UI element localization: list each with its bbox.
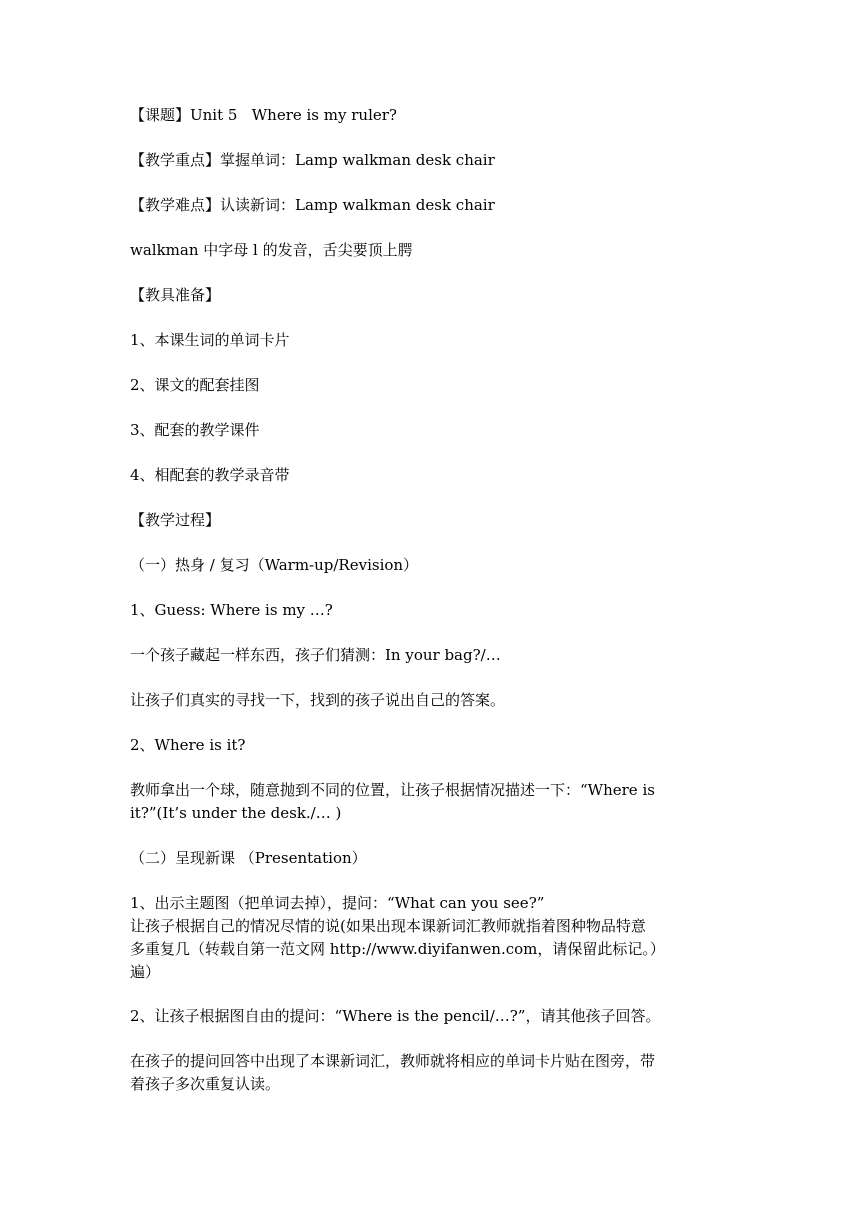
text-line: 让孩子根据自己的情况尽情的说(如果出现本课新词汇教师就指着图种物品特意 <box>130 917 646 935</box>
presentation-step-3 <box>130 1050 735 1096</box>
text-line: 教师拿出一个球，随意抛到不同的位置，让孩子根据情况描述一下：“Where is <box>130 781 655 799</box>
text-line: 1、出示主题图（把单词去掉），提问：“What can you see?” <box>130 894 545 912</box>
preparation-item: 3、配套的教学课件 <box>130 421 260 439</box>
pronunciation-note: walkman 中字母 l 的发音，舌尖要顶上腭 <box>130 241 413 259</box>
text-line: 遍） <box>130 963 161 981</box>
preparation-item: 4、相配套的教学录音带 <box>130 466 290 484</box>
difficult-points: 【教学难点】认读新词：Lamp walkman desk chair <box>130 196 495 214</box>
warmup-1-title: 1、Guess: Where is my …? <box>130 601 333 619</box>
presentation-heading: （二）呈现新课 （Presentation） <box>130 849 367 867</box>
process-heading: 【教学过程】 <box>130 511 221 529</box>
preparation-heading: 【教具准备】 <box>130 286 221 304</box>
lesson-topic: 【课题】Unit 5 Where is my ruler? <box>130 106 397 124</box>
warmup-1-line2: 让孩子们真实的寻找一下，找到的孩子说出自己的答案。 <box>130 691 506 709</box>
presentation-step-1 <box>130 892 735 984</box>
warmup-2-title: 2、Where is it? <box>130 736 246 754</box>
warmup-2-text <box>130 779 735 825</box>
presentation-step-2: 2、让孩子根据图自由的提问：“Where is the pencil/…?”，请其他孩子回答。 <box>130 1007 661 1025</box>
preparation-item: 2、课文的配套挂图 <box>130 376 260 394</box>
text-line: 着孩子多次重复认读。 <box>130 1075 281 1093</box>
key-points: 【教学重点】掌握单词：Lamp walkman desk chair <box>130 151 495 169</box>
text-line: 在孩子的提问回答中出现了本课新词汇，教师就将相应的单词卡片贴在图旁，带 <box>130 1052 656 1070</box>
text-line: it?”(It’s under the desk./… ) <box>130 804 342 822</box>
warmup-1-line1: 一个孩子藏起一样东西，孩子们猜测：In your bag?/… <box>130 646 501 664</box>
document-page <box>130 0 735 1216</box>
preparation-item: 1、本课生词的单词卡片 <box>130 331 290 349</box>
text-line: 多重复几（转载自第一范文网 http://www.diyifanwen.com，请保留此标记。） <box>130 940 665 958</box>
warmup-heading: （一）热身 / 复习（Warm-up/Revision） <box>130 556 419 574</box>
